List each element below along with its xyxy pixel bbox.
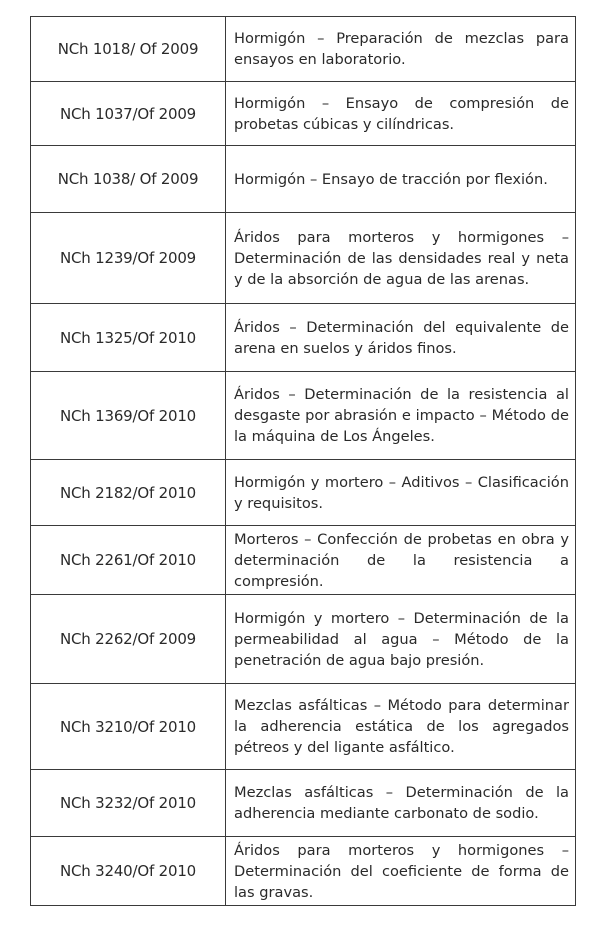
standard-description: Mezclas asfálticas – Determinación de la adherencia mediante carbonato de sodio. bbox=[226, 770, 576, 837]
table-row bbox=[31, 146, 576, 213]
standard-description: Áridos – Determinación del equivalente de arena en suelos y áridos finos. bbox=[226, 304, 576, 372]
standard-code: NCh 3240/Of 2010 bbox=[31, 837, 226, 906]
table-row bbox=[31, 372, 576, 460]
standard-description: Mezclas asfálticas – Método para determinar la adherencia estática de los agregados pétreos y del ligante asfáltico. bbox=[226, 684, 576, 770]
standard-code: NCh 1325/Of 2010 bbox=[31, 304, 226, 372]
table-row bbox=[31, 460, 576, 526]
standard-code: NCh 2262/Of 2009 bbox=[31, 595, 226, 684]
standard-code: NCh 2182/Of 2010 bbox=[31, 460, 226, 526]
standard-description: Áridos para morteros y hormigones – Determinación de las densidades real y neta y de la absorción de agua de las arenas. bbox=[226, 213, 576, 304]
table-row bbox=[31, 17, 576, 82]
standard-description: Hormigón – Ensayo de tracción por flexión. bbox=[226, 146, 576, 213]
standard-description: Áridos para morteros y hormigones – Determinación del coeficiente de forma de las gravas. bbox=[226, 837, 576, 906]
standard-code: NCh 1038/ Of 2009 bbox=[31, 146, 226, 213]
standard-description: Hormigón y mortero – Determinación de la permeabilidad al agua – Método de la penetración de agua bajo presión. bbox=[226, 595, 576, 684]
standard-code: NCh 1239/Of 2009 bbox=[31, 213, 226, 304]
standard-code: NCh 1018/ Of 2009 bbox=[31, 17, 226, 82]
standard-code: NCh 2261/Of 2010 bbox=[31, 526, 226, 595]
standard-code: NCh 1369/Of 2010 bbox=[31, 372, 226, 460]
table-row bbox=[31, 213, 576, 304]
table-row bbox=[31, 82, 576, 146]
table-row bbox=[31, 837, 576, 906]
standard-description: Hormigón y mortero – Aditivos – Clasificación y requisitos. bbox=[226, 460, 576, 526]
table-row bbox=[31, 595, 576, 684]
standard-code: NCh 1037/Of 2009 bbox=[31, 82, 226, 146]
table-row bbox=[31, 304, 576, 372]
table-row bbox=[31, 526, 576, 595]
standard-code: NCh 3210/Of 2010 bbox=[31, 684, 226, 770]
standard-description: Hormigón – Ensayo de compresión de probetas cúbicas y cilíndricas. bbox=[226, 82, 576, 146]
table-row bbox=[31, 770, 576, 837]
standard-description: Áridos – Determinación de la resistencia al desgaste por abrasión e impacto – Método de la máquina de Los Ángeles. bbox=[226, 372, 576, 460]
standards-table bbox=[30, 16, 576, 906]
table-row bbox=[31, 684, 576, 770]
standard-code: NCh 3232/Of 2010 bbox=[31, 770, 226, 837]
standard-description: Hormigón – Preparación de mezclas para ensayos en laboratorio. bbox=[226, 17, 576, 82]
standard-description: Morteros – Confección de probetas en obra y determinación de la resistencia a compresión. bbox=[226, 526, 576, 595]
